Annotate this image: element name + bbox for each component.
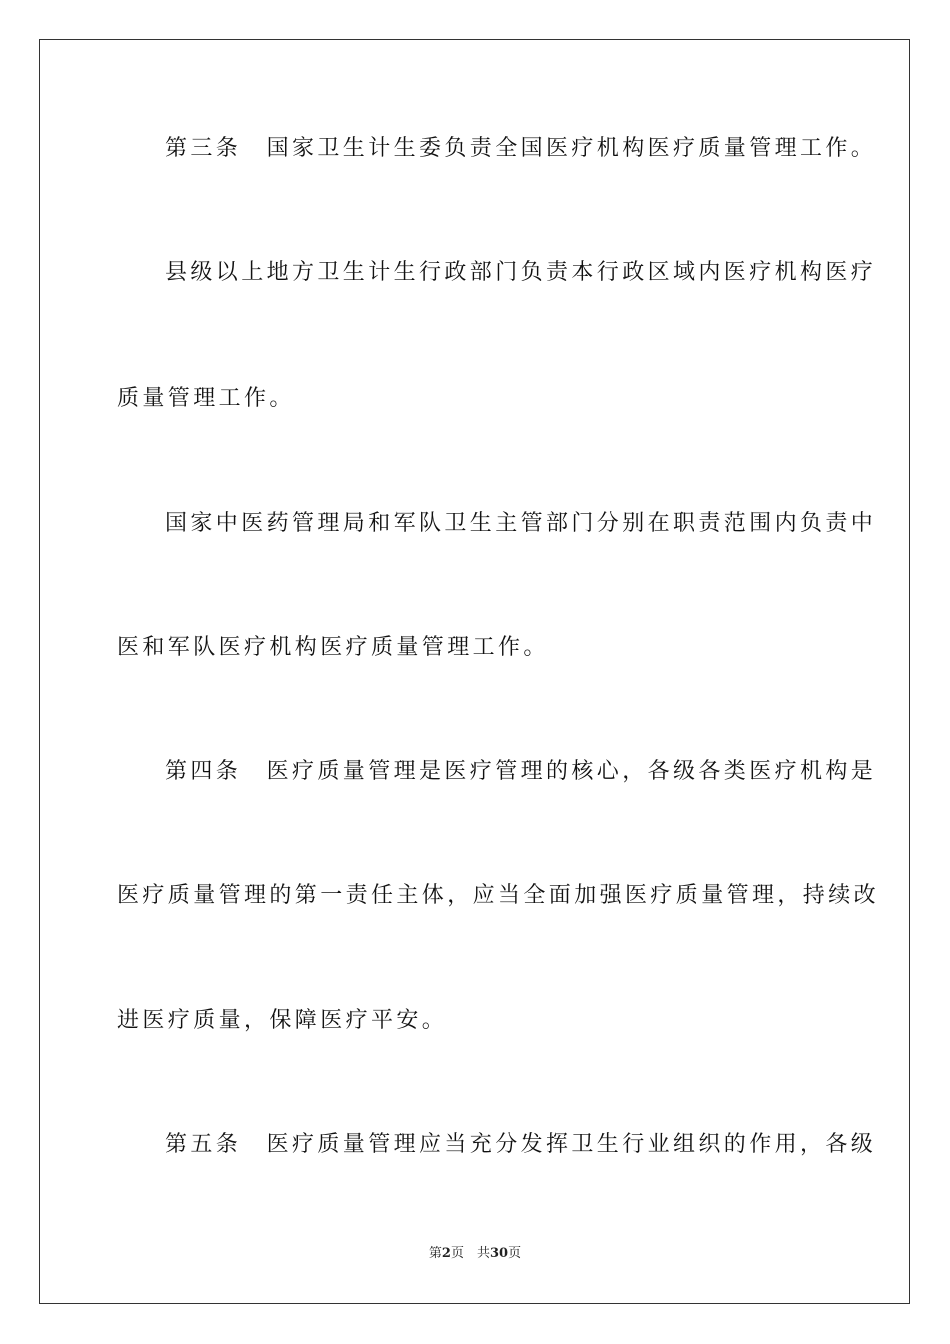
paragraph-line: 医疗质量管理的第一责任主体，应当全面加强医疗质量管理，持续改 xyxy=(117,883,880,908)
total-pages: 30 xyxy=(490,1246,509,1261)
page-prefix: 第 xyxy=(428,1246,442,1261)
page-suffix: 页 xyxy=(450,1246,464,1261)
paragraph-line: 县级以上地方卫生计生行政部门负责本行政区域内医疗机构医疗 xyxy=(165,260,877,285)
paragraph-line: 质量管理工作。 xyxy=(117,386,295,411)
total-suffix: 页 xyxy=(508,1246,522,1261)
paragraph-line: 第五条 医疗质量管理应当充分发挥卫生行业组织的作用，各级 xyxy=(165,1132,877,1157)
paragraph-line: 国家中医药管理局和军队卫生主管部门分别在职责范围内负责中 xyxy=(165,511,877,536)
page-number: 2 xyxy=(441,1246,451,1261)
page-footer xyxy=(0,1245,950,1263)
paragraph-line: 第三条 国家卫生计生委负责全国医疗机构医疗质量管理工作。 xyxy=(165,136,877,161)
paragraph-line: 第四条 医疗质量管理是医疗管理的核心，各级各类医疗机构是 xyxy=(165,759,877,784)
total-prefix: 共 xyxy=(476,1246,490,1261)
page-border xyxy=(39,39,910,1304)
paragraph-line: 医和军队医疗机构医疗质量管理工作。 xyxy=(117,635,549,660)
paragraph-line: 进医疗质量，保障医疗平安。 xyxy=(117,1008,448,1033)
